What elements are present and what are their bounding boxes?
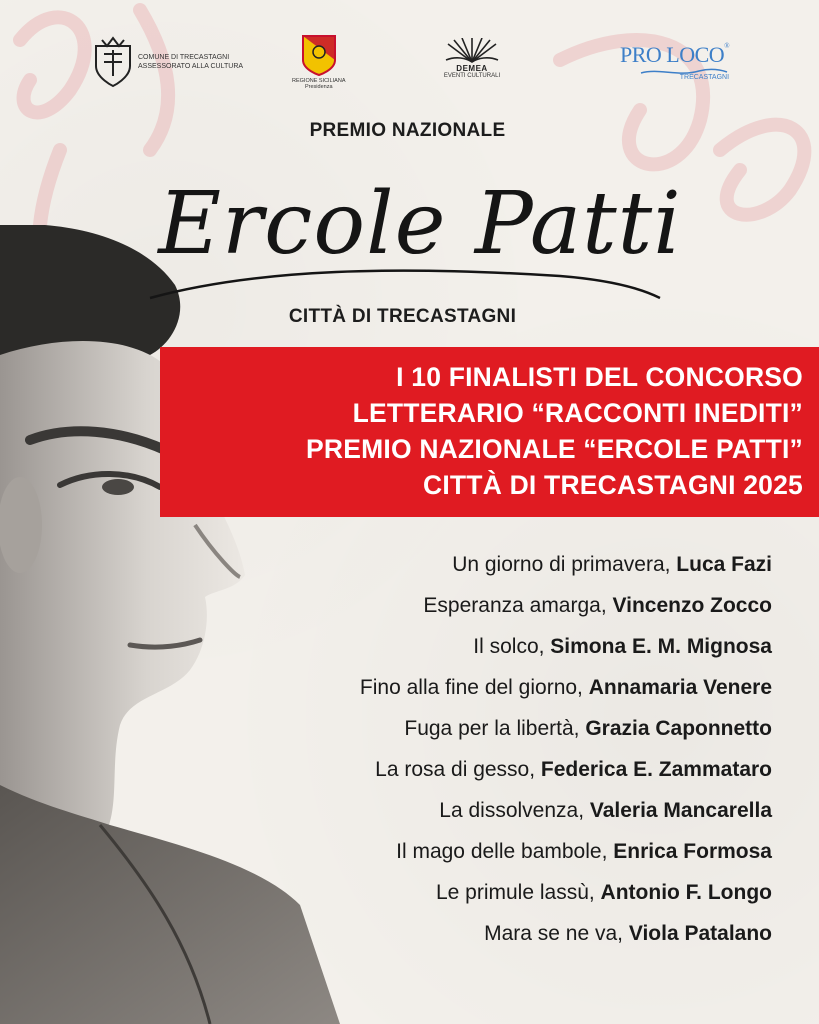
regione-line1: REGIONE SICILIANA [292,78,346,84]
story-title: Esperanza amarga, [423,594,613,617]
finalist-entry [360,831,772,872]
finalist-entry [360,585,772,626]
author-name: Federica E. Zammataro [540,758,772,781]
author-name: Viola Patalano [628,922,772,945]
finalist-entry [360,872,772,913]
author-name: Grazia Caponnetto [585,717,772,740]
author-name: Antonio F. Longo [600,881,772,904]
proloco-registered-mark: ® [724,42,730,50]
finalist-entry [360,708,772,749]
author-name: Vincenzo Zocco [612,594,772,617]
logo-regione [292,34,346,90]
finalist-entry [360,626,772,667]
author-name: Enrica Formosa [613,840,772,863]
banner-line-2: LETTERARIO “RACCONTI INEDITI” [352,398,803,428]
comune-line1: COMUNE DI TRECASTAGNI [138,54,230,61]
demea-subtitle: EVENTI CULTURALI [443,73,501,79]
finalist-entry [360,749,772,790]
script-title [140,158,700,308]
finalist-entry [360,913,772,954]
trinacria-icon [301,34,337,76]
proloco-name: PRO LOCO [620,42,725,67]
author-name: Luca Fazi [676,553,772,576]
logo-proloco [620,42,729,81]
story-title: Fuga per la libertà, [404,717,586,740]
story-title: La dissolvenza, [439,799,590,822]
open-book-icon [442,38,502,64]
regione-line2: Presidenza [304,84,333,90]
finalists-list [360,544,772,954]
coat-of-arms-icon [92,36,134,88]
comune-line2: ASSESSORATO ALLA CULTURA [138,63,244,70]
story-title: Un giorno di primavera, [452,553,677,576]
logo-comune [92,36,243,88]
story-title: Il mago delle bambole, [396,840,614,863]
author-name: Annamaria Venere [588,676,772,699]
banner-line-1: I 10 FINALISTI DEL CONCORSO [396,362,803,392]
story-title: Fino alla fine del giorno, [359,676,589,699]
author-name: Simona E. M. Mignosa [550,635,772,658]
citta-heading: CITTÀ DI TRECASTAGNI [288,306,517,327]
story-title: La rosa di gesso, [375,758,541,781]
finalists-banner [160,347,819,517]
banner-line-3: PREMIO NAZIONALE “ERCOLE PATTI” [306,434,803,464]
story-title: Mara se ne va, [484,922,629,945]
portrait-image [0,225,340,1024]
finalist-entry [360,790,772,831]
story-title: Il solco, [473,635,551,658]
logo-demea [442,38,502,79]
banner-line-4: CITTÀ DI TRECASTAGNI 2025 [423,470,803,500]
script-title-text: Ercole Patti [158,174,682,274]
logos-row [0,34,819,98]
finalist-entry [360,667,772,708]
demea-title: DEMEA [456,64,488,73]
proloco-place: TRECASTAGNI [679,74,730,81]
premio-heading: PREMIO NAZIONALE [309,120,506,141]
story-title: Le primule lassù, [435,881,601,904]
author-name: Valeria Mancarella [589,799,772,822]
finalist-entry [360,544,772,585]
